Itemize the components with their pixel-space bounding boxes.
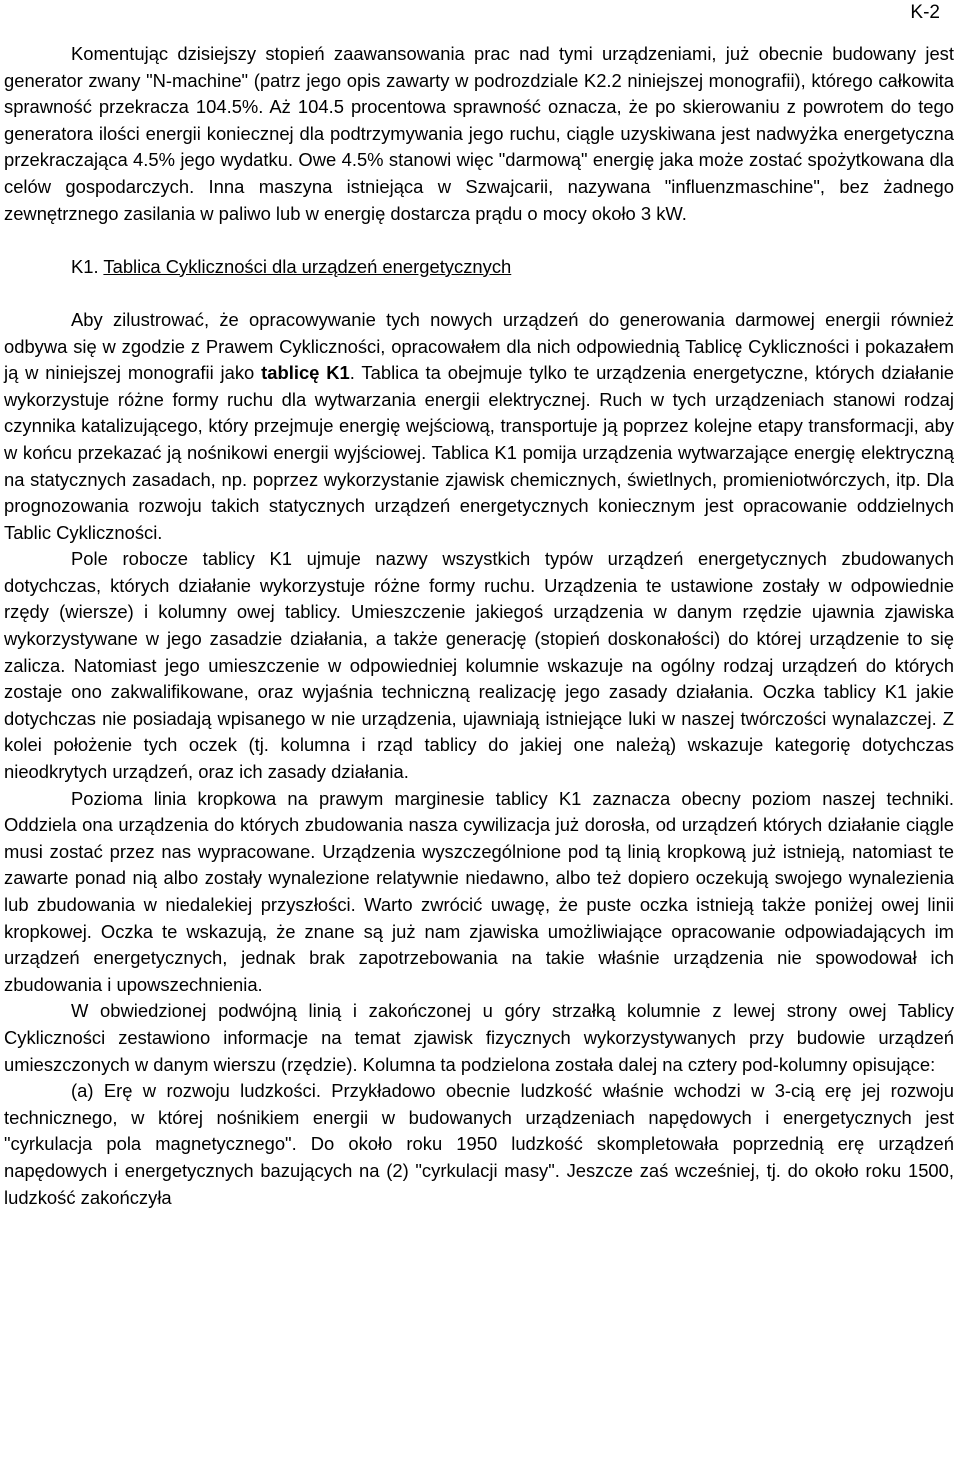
section-number: K1. — [71, 255, 99, 277]
page-number: K-2 — [910, 2, 940, 23]
section-title: Tablica Cykliczności dla urządzeń energetycznych — [103, 255, 512, 277]
document-body — [4, 41, 954, 1211]
paragraph-2: Pole robocze tablicy K1 ujmuje nazwy wszystkich typów urządzeń energetycznych zbudowanych dotychczas, których działanie wykorzystuje różne formy ruchu. Urządzenia te ustawione zostały w odpowiednie rzędy (wiersze) i kolumny owej tablicy. Umieszczenie jakiegoś urządzenia w danym rzędzie ujawnia zjawiska wykorzystywane w jego zasadzie działania, a także generację (stopień doskonałości) do której urządzenie to się zalicza. Natomiast jego umieszczenie w odpowiedniej kolumnie wskazuje na ogólny rodzaj urządzeń do których zostaje ono zakwalifikowane, oraz wyjaśnia techniczną realizację jego zasady działania. Oczka tablicy K1 jakie dotychczas nie posiadają wpisanego w nie urządzenia, ujawniają istniejące luki w naszej twórczości wynalazczej. Z kolei położenie tych oczek (tj. kolumna i rząd tablicy do jakiej one należą) wskazuje kategorię dotychczas nieodkrytych urządzeń, oraz ich zasady działania. — [4, 548, 954, 783]
paragraph-1 — [4, 307, 954, 546]
section-heading — [4, 254, 954, 281]
paragraph-1-text-b: . Tablica ta obejmuje tylko te urządzenia energetyczne, których działanie wykorzystuje różne formy ruchu dla wytwarzania energii elektrycznej. Ruch w tych urządzeniach stanowi rodzaj czynnika katalizującego, który przejmuje energię wejściową, transportuje ją poprzez kolejne etapy transformacji, aby w końcu przekazać ją nośnikowi energii wyjściowej. Tablica K1 pomija urządzenia wytwarzające energię elektryczną na statycznych zasadach, np. poprzez wykorzystanie zjawisk chemicznych, świetlnych, promieniotwórczych, itp. Dla prognozowania rozwoju takich statycznych urządzeń energetycznych koniecznym jest opracowanie oddzielnych Tablic Cykliczności. — [4, 362, 955, 543]
table-reference: tablicę K1 — [261, 362, 350, 384]
paragraph-3: Pozioma linia kropkowa na prawym marginesie tablicy K1 zaznacza obecny poziom naszej techniki. Oddziela ona urządzenia do których zbudowania nasza cywilizacja już dorosła, od urządzeń których działanie ciągle musi zostać przez nas wypracowane. Urządzenia wyszczególnione pod tą linią kropkową już istnieją, natomiast te zawarte ponad nią albo zostały wynalezione relatywnie niedawno, albo też dopiero oczekują swojego wynalezienia lub zbudowania w niedalekiej przyszłości. Warto zwrócić uwagę, że puste oczka istnieją także poniżej owej linii kropkowej. Oczka te wskazują, że znane są już nam zjawiska umożliwiające opracowanie odpowiadających im urządzeń energetycznych, jednak brak zapotrzebowania na takie właśnie urządzenia nie spowodował ich zbudowania i upowszechnienia. — [4, 787, 954, 995]
intro-paragraph: Komentując dzisiejszy stopień zaawansowania prac nad tymi urządzeniami, już obecnie budowany jest generator zwany "N-machine" (patrz jego opis zawarty w podrozdziale K2.2 niniejszej monografii), którego całkowita sprawność przekracza 104.5%. Aż 104.5 procentowa sprawność oznacza, że po skierowaniu z powrotem do tego generatora ilości energii koniecznej dla podtrzymywania jego ruchu, ciągle uzyskiwana jest nadwyżka energetyczna przekraczająca 4.5% jego wydatku. Owe 4.5% stanowi więc "darmową" energię jaka może zostać spożytkowana dla celów gospodarczych. Inna maszyna istniejąca w Szwajcarii, nazywana "influenzmaschine", bez żadnego zewnętrznego zasilania w paliwo lub w energię dostarcza prądu o mocy około 3 kW. — [4, 43, 954, 224]
paragraph-4: W obwiedzionej podwójną linią i zakończonej u góry strzałką kolumnie z lewej strony owej Tablicy Cykliczności zestawiono informacje na temat zjawisk fizycznych wykorzystywanych przy budowie urządzeń umieszczonych w danym wierszu (rzędzie). Kolumna ta podzielona została dalej na cztery pod-kolumny opisujące: — [4, 1000, 954, 1075]
paragraph-1-text-a: Aby zilustrować, że opracowywanie tych nowych urządzeń do generowania darmowej energii również odbywa się w zgodzie z Prawem Cykliczności, opracowałem dla nich odpowiednią Tablicę Cykliczności i pokazałem ją w niniejszej monografii jako — [4, 308, 954, 384]
paragraph-5: (a) Erę w rozwoju ludzkości. Przykładowo obecnie ludzkość właśnie wchodzi w 3-cią erę jej rozwoju technicznego, w której nośnikiem energii w budowanych urządzeniach napędowych i energetycznych jest "cyrkulacja pola magnetycznego". Do około roku 1950 ludzkość skompletowała poprzednią erę urządzeń napędowych i energetycznych bazujących na (2) "cyrkulacji masy". Jeszcze zaś wcześniej, tj. do około roku 1500, ludzkość zakończyła — [4, 1080, 954, 1208]
